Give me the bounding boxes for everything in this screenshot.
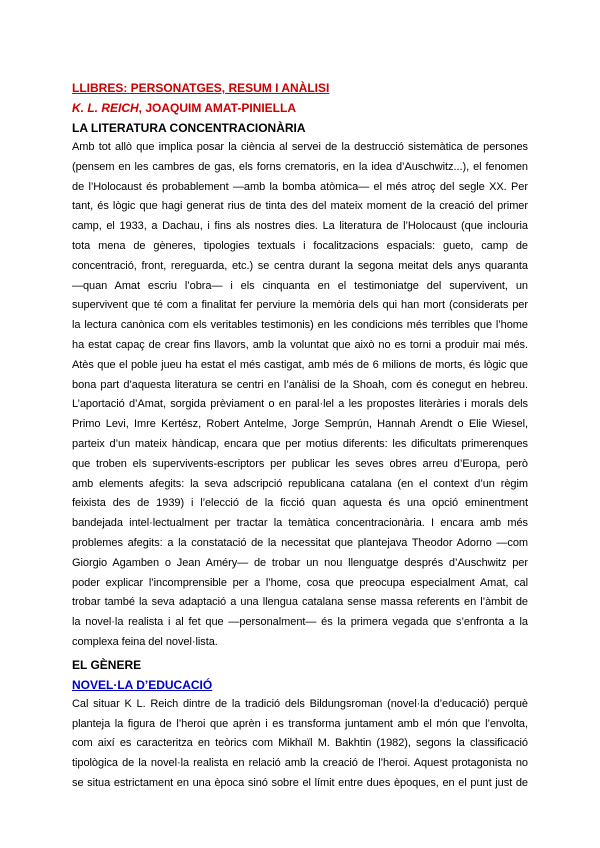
text-line: bona part d’aquesta literatura se centri en l’anàlisi de la Shoah, com és conegut en hebreu. [72,378,528,391]
subsection-link-novella-educacio[interactable]: NOVEL·LA D’EDUCACIÓ [72,677,213,692]
text-line: L’aportació d’Amat, sorgida prèviament o en paral·lel a les propostes literàries i morals dels [72,398,528,411]
text-line: amb elements afegits: la seva adscripció republicana catalana (en el context d’un règim [72,477,528,490]
text-line: Giorgio Agamben o Jean Améry— de trobar un nou llenguatge després d’Auschwitz per [72,556,528,569]
text-line: se situa estrictament en una època sinó sobre el límit entre dues èpoques, en el punt just de [72,776,528,789]
text-line: concentració, front, rereguarda, etc.) se centra durant la segona meitat dels anys quaranta [72,259,528,272]
author-separator: , [138,101,146,115]
document-content [72,78,528,794]
text-line: la lectura canònica com els veritables testimonis) en les condicions més terribles que l’home [72,319,528,332]
text-line: tipològica de la novel·la realista en relació amb la creació de l’heroi. Aquest protagonista no [72,757,528,770]
text-line: com així es caracteritza en teòrics com Mikhaïl M. Bakhtin (1982), segons la classificació [72,737,528,750]
text-line: la novel·la realista i al fet que —personalment— és la primera vegada que s’enfronta a la [72,616,528,629]
paragraph-literatura [72,138,528,653]
authors-line [72,98,528,118]
text-line: Cal situar K L. Reich dintre de la tradició dels Bildungsroman (novel·la d’educació) perquè [72,697,528,710]
text-line: Amb tot allò que implica posar la ciència al servei de la destrucció sistemàtica de persones [72,141,528,153]
series-title-link[interactable]: LLIBRES: PERSONATGES, RESUM I ANÀLISI [72,81,330,95]
text-line: planteja la figura de l’heroi que aprèn i es transforma juntament amb el món que l’envolta, [72,717,528,730]
text-line: —quan Amat escriu l’obra— i els cinquanta en el testimoniatge del supervivent, un [72,279,528,292]
text-line: camp, el 1933, a Dachau, i fins als nostres dies. La literatura de l’Holocaust (que inclouria [72,220,528,233]
text-line: poder explicar l’incomprensible per a l’home, cosa que preocupa especialment Amat, cal [72,576,528,589]
text-line: (pensem en les cambres de gas, els forns crematoris, en la idea d’Auschwitz...), el fenomen [72,160,528,173]
author-amat-piniella: JOAQUIM AMAT-PINIELLA [145,101,297,115]
text-line: Primo Levi, Imre Kertész, Robert Antelme, Jorge Semprún, Hannah Arendt o Elie Wiesel, [72,418,528,431]
text-line: supervivent que té com a finalitat fer perviure la memòria dels qui han mort (considerats per [72,299,528,312]
paragraph-genere [72,695,528,794]
text-line: de l’Holocaust és probablement —amb la bomba atòmica— el més atroç del segle XX. Per [72,180,528,193]
text-line: parteix d’un mateix hàndicap, encara que per motius diferents: les dificultats primerenques [72,437,528,450]
text-line: complexa feina del novel·lista. [72,635,218,648]
text-line: que troben els supervivents-escriptors per publicar les seves obres arreu d’Europa, però [72,457,528,470]
text-line: trobar també la seva adaptació a una llengua catalana sense massa referents en l’àmbit de [72,596,528,609]
text-line: feixista des de 1939) i l’elecció de la ficció quan aquesta és una opció eminentment [72,497,528,510]
text-line: tota mena de gèneres, tipologies textuals i focalitzacions espacials: gueto, camp de [72,239,528,252]
text-line: ha estat capaç de crear fins llavors, amb la voluntat que això no es torni a produir mai més. [72,338,528,351]
text-line: bandejada intel·lectualment per tractar la temàtica concentracionària. I encara amb més [72,517,528,530]
author-reich: K. L. REICH [72,101,139,115]
text-line: problemes afegits: a la constatació de la necessitat que plantejava Theodor Adorno —com [72,536,528,549]
text-line: Atès que el poble jueu ha estat el més castigat, amb més de 6 milions de morts, és lògic que [72,358,528,371]
section-heading-genere: EL GÈNERE [72,657,142,672]
text-line: tant, és lògic que hagi generat rius de tinta des del mateix moment de la creació del primer [72,200,528,213]
section-heading-literatura: LA LITERATURA CONCENTRACIONÀRIA [72,121,306,135]
